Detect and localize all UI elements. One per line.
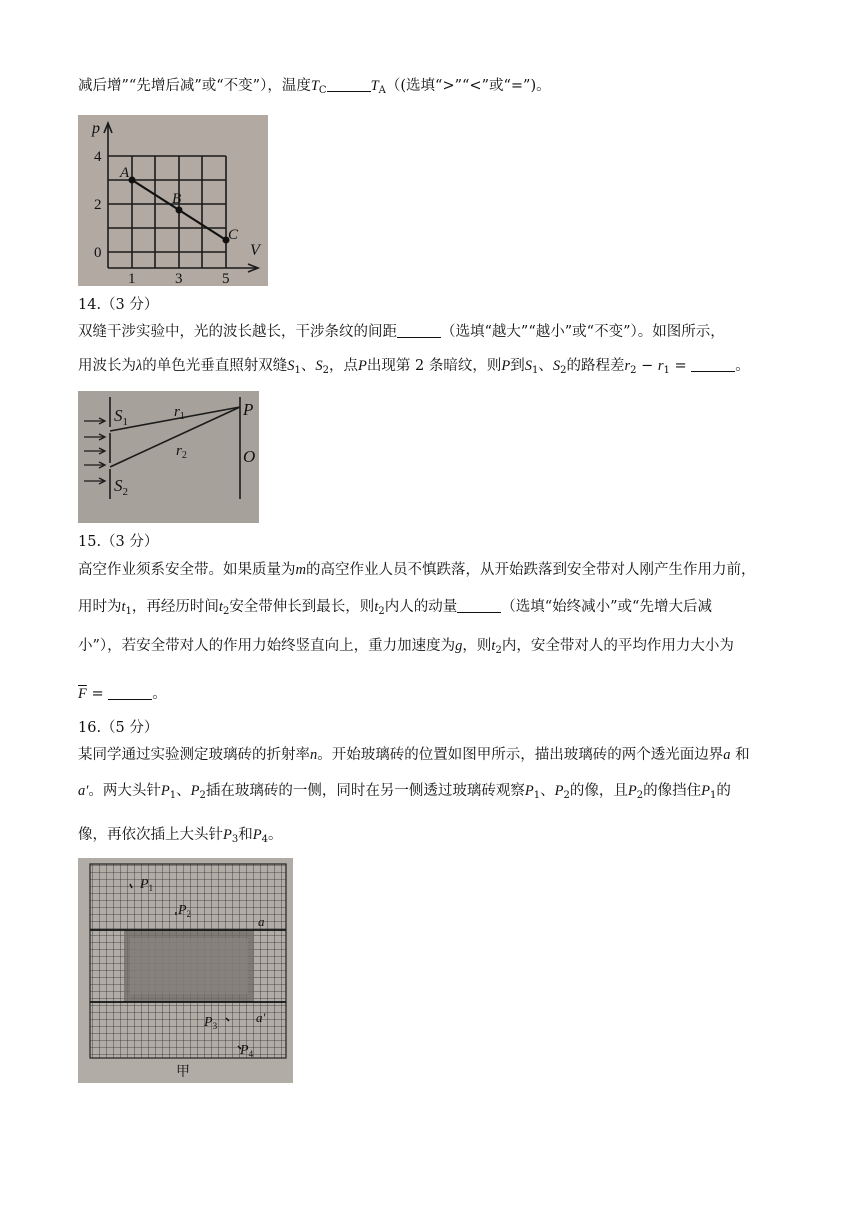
var-P: P [160, 783, 170, 799]
var-F-bar: $\overline{F}$ [78, 686, 87, 702]
sub-4: 4 [261, 834, 268, 845]
q16-line2 [78, 781, 731, 806]
q15-line2 [78, 597, 712, 622]
axis-p-label: p [92, 120, 100, 137]
var-S: S [552, 358, 561, 374]
var-a-prime: a′ [78, 783, 89, 799]
var-P: P [554, 783, 564, 799]
var-P: P [223, 827, 232, 843]
label-r1 [174, 404, 185, 422]
point-A-label: A [120, 165, 130, 181]
q15-text: 高空作业须系安全带。如果质量为 [78, 562, 296, 578]
var-r: r [624, 358, 631, 374]
var-P: P [701, 783, 710, 799]
var-t: t [374, 599, 379, 615]
P4-sub: 4 [248, 1049, 254, 1059]
var-S: S [524, 358, 532, 374]
separator: 、 [176, 783, 191, 799]
var-t: t [218, 599, 223, 615]
var-S: S [287, 358, 295, 374]
q16-number: 16.（5 分） [78, 720, 159, 736]
q16-text: 。开始玻璃砖的位置如图甲所示，描出玻璃砖的两个透光面边界 [317, 747, 724, 763]
sub-1: 1 [294, 365, 301, 376]
var-m: m [295, 562, 306, 578]
sub-2: 2 [636, 790, 644, 801]
sub-1: 1 [709, 790, 717, 801]
sub-A: A [378, 85, 386, 96]
label-a-prime: a′ [256, 1010, 266, 1025]
point-C-label: C [228, 227, 239, 243]
sub-2: 2 [199, 790, 206, 801]
q14-text: 用波长为 [78, 358, 136, 374]
q15-text: （选填“始终减小”或“先增大后减 [501, 599, 712, 615]
q14-text: 出现第 2 条暗纹，则 [366, 358, 502, 374]
sub-1: 1 [125, 606, 132, 617]
var-t: t [121, 599, 126, 615]
sub-2: 2 [563, 790, 570, 801]
q16-text: 某同学通过实验测定玻璃砖的折射率 [78, 747, 310, 763]
label-S1 [114, 406, 128, 428]
var-r: r [657, 358, 664, 374]
q14-line2 [78, 356, 750, 381]
sub-1: 1 [663, 365, 670, 376]
q16-text: 像，再依次插上大头针 [78, 827, 223, 843]
q15-text: ，再经历时间 [131, 599, 219, 615]
q13-tail-text: 减后增”“先增后减”或“不变”），温度 [78, 78, 311, 94]
S1-letter: S [114, 406, 123, 425]
figure-caption: 甲 [176, 1065, 190, 1080]
S1-sub: 1 [122, 416, 128, 428]
sub-2: 2 [630, 365, 637, 376]
point-A-dot [129, 177, 136, 184]
q15-text: 内人的动量 [384, 599, 458, 615]
P3-sub: 3 [212, 1021, 218, 1031]
answer-blank[interactable] [327, 77, 371, 92]
q14-text: 到 [510, 358, 525, 374]
P2-sub: 2 [186, 909, 192, 919]
P4-letter: P [240, 1043, 249, 1058]
q16-text: 的 [716, 783, 731, 799]
q16-text: 和 [730, 747, 750, 763]
x-tick-5: 5 [222, 271, 230, 286]
period: 。 [152, 686, 167, 702]
P1-sub: 1 [148, 883, 154, 893]
var-P: P [252, 827, 262, 843]
double-slit-figure [78, 391, 259, 523]
q14-number: 14.（3 分） [78, 297, 159, 313]
var-P: P [358, 358, 367, 374]
y-tick-0: 0 [94, 245, 102, 261]
q14-text: 双缝干涉实验中，光的波长越长，干涉条纹的间距 [78, 324, 397, 340]
var-g: g [455, 638, 463, 654]
q16-text: 。两大头针 [88, 783, 161, 799]
q14-text: 的路程差 [566, 358, 625, 374]
q15-text: 安全带伸长到最长，则 [229, 599, 375, 615]
var-T: T [370, 78, 379, 94]
answer-blank[interactable] [691, 357, 735, 372]
q16-text: 和 [238, 827, 253, 843]
q15-text: 的高空作业人员不慎跌落，从开始跌落到安全带对人刚产生作用力前， [305, 562, 756, 578]
r2-sub: 2 [181, 450, 187, 461]
P1-letter: P [140, 877, 149, 892]
r1-sub: 1 [179, 411, 185, 422]
label-r2 [176, 443, 187, 461]
separator: 、 [540, 783, 555, 799]
q16-line3 [78, 825, 282, 850]
var-T: T [310, 78, 319, 94]
q14-text: 的单色光垂直照射双缝 [142, 358, 288, 374]
P2-letter: P [178, 903, 187, 918]
S2-sub: 2 [122, 486, 128, 498]
equals-sign: = [86, 686, 109, 702]
sub-1: 1 [531, 365, 539, 376]
separator: 、 [300, 358, 316, 374]
P3-letter: P [204, 1015, 213, 1030]
glass-brick-figure [78, 858, 293, 1083]
pv-graph-figure [78, 115, 268, 286]
label-P: P [243, 400, 254, 419]
answer-blank[interactable] [108, 685, 152, 700]
sub-2: 2 [495, 645, 502, 656]
q16-text: 的像挡住 [643, 783, 702, 799]
r1-letter: r [174, 404, 180, 420]
sub-1: 1 [169, 790, 177, 801]
q13-tail-line [78, 76, 551, 101]
q15-text: 内，安全带对人的平均作用力大小为 [501, 638, 734, 654]
point-B-label: B [172, 191, 182, 207]
label-a: a [258, 914, 265, 929]
period: 。 [267, 827, 283, 843]
q15-line3 [78, 636, 734, 661]
q14-text: ，点 [329, 358, 359, 374]
var-a: a [723, 747, 731, 763]
var-P: P [501, 358, 511, 374]
r2-letter: r [176, 443, 182, 459]
answer-blank[interactable] [397, 323, 441, 338]
sub-2: 2 [378, 606, 385, 617]
answer-blank[interactable] [457, 598, 501, 613]
q15-number: 15.（3 分） [78, 534, 159, 550]
sub-1: 1 [533, 790, 541, 801]
axis-V-label: V [250, 242, 260, 259]
var-n: n [310, 747, 318, 763]
q15-text: 小”），若安全带对人的作用力始终竖直向上，重力加速度为 [78, 638, 456, 654]
q14-line1 [78, 322, 725, 342]
separator: 、 [538, 358, 553, 374]
sub-2: 2 [222, 606, 230, 617]
q15-line1 [78, 560, 755, 580]
x-tick-3: 3 [175, 271, 183, 286]
grid-svg [78, 858, 293, 1083]
var-S: S [315, 358, 323, 374]
y-tick-2: 2 [94, 197, 102, 213]
var-lambda: λ [136, 358, 143, 374]
var-P: P [190, 783, 200, 799]
S2-letter: S [114, 476, 123, 495]
var-t: t [491, 638, 496, 654]
sub-2: 2 [560, 365, 567, 376]
label-O: O [243, 447, 256, 466]
equals-sign: = [669, 358, 692, 374]
q14-text: （选填“越大”“越小”或“不变”）。如图所示， [441, 324, 725, 340]
q15-line4 [78, 684, 167, 704]
label-S2 [114, 476, 128, 498]
minus-sign: − [636, 358, 658, 374]
q16-text: 的像，且 [569, 783, 628, 799]
period: 。 [735, 358, 750, 374]
sub-3: 3 [231, 834, 239, 845]
q15-text: ，则 [462, 638, 492, 654]
sub-2: 2 [322, 365, 330, 376]
q16-text: 插在玻璃砖的一侧，同时在另一侧透过玻璃砖观察 [205, 783, 525, 799]
q16-line1 [78, 745, 750, 765]
var-P: P [627, 783, 637, 799]
q15-text: 用时为 [78, 599, 122, 615]
point-B-dot [176, 207, 183, 214]
sub-C: C [318, 85, 327, 96]
q13-tail-choices: （(选填“>”“<”或“=”)。 [385, 78, 551, 94]
y-tick-4: 4 [94, 149, 102, 165]
x-tick-1: 1 [128, 271, 136, 286]
var-P: P [524, 783, 534, 799]
